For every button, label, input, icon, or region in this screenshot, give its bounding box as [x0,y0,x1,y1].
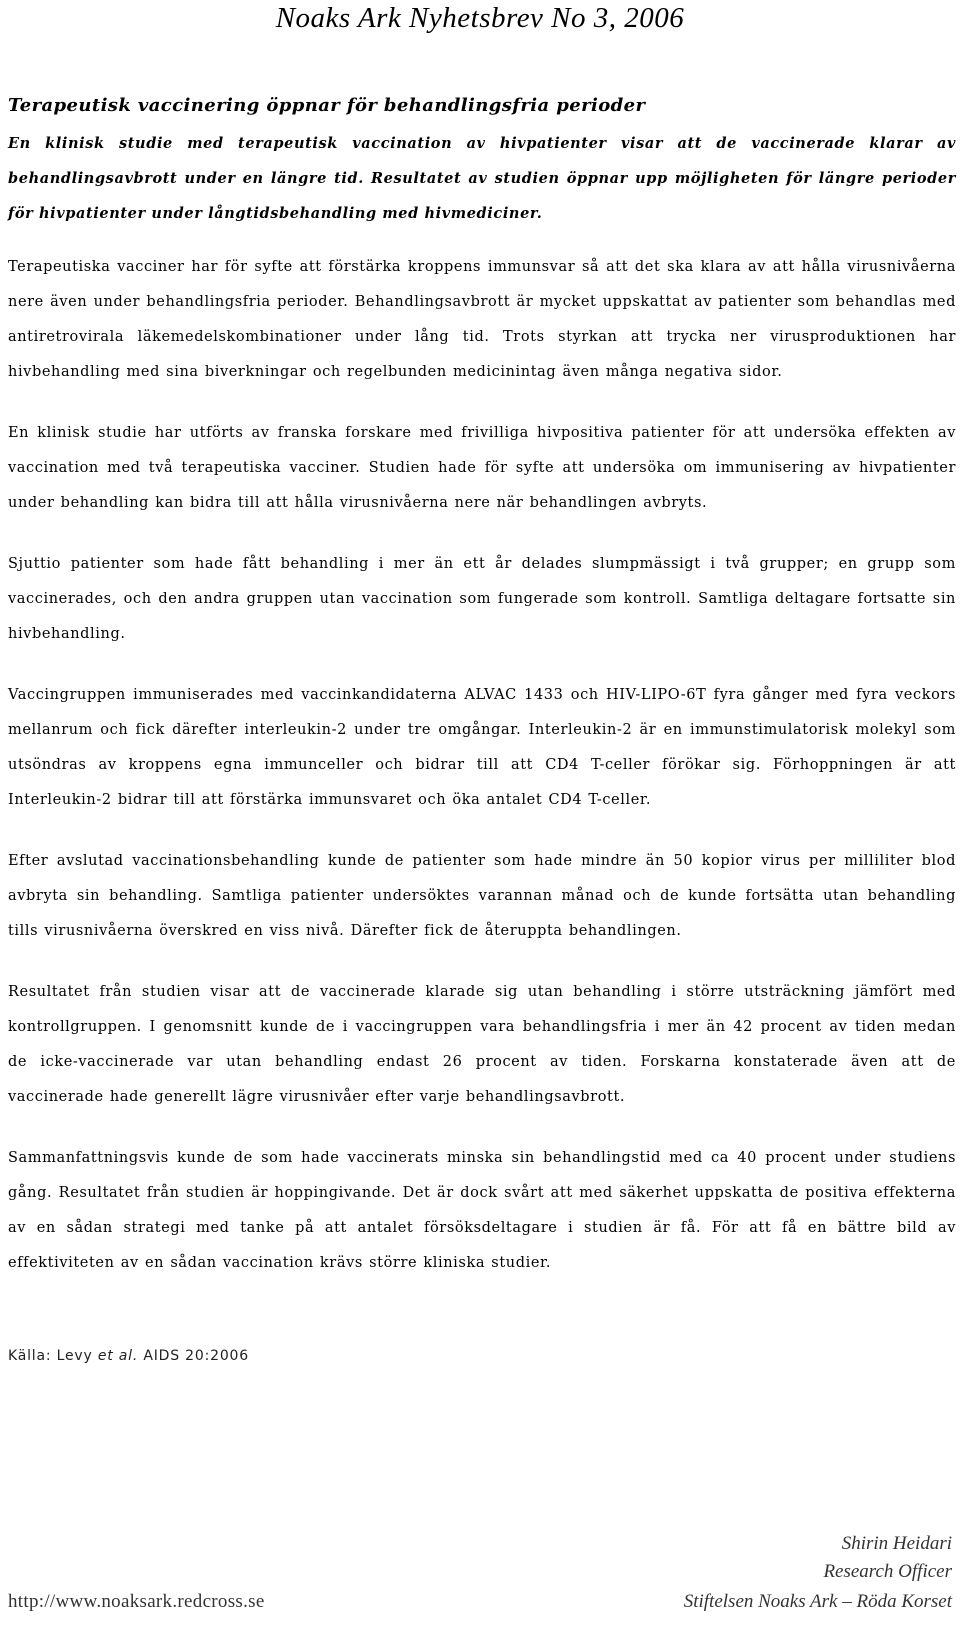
article-paragraph: Vaccingruppen immuniserades med vaccinkandidaterna ALVAC 1433 och HIV-LIPO-6T fyra gånger med fyra veckors mellanrum och fick därefter interleukin-2 under tre omgångar. Interleukin-2 är en immunstimulatorisk molekyl som utsöndras av kroppens egna immunceller och bidrar till att CD4 T-celler förökar sig. Förhoppningen är att Interleukin-2 bidrar till att förstärka immunsvaret och öka antalet CD4 T-celler. [8,687,956,808]
article-body [8,250,956,1307]
source-citation [8,1348,249,1364]
article-paragraph: Resultatet från studien visar att de vaccinerade klarade sig utan behandling i större utsträckning jämfört med kontrollgruppen. I genomsnitt kunde de i vaccingruppen vara behandlingsfria i mer än 42 procent av tiden medan de icke-vaccinerade var utan behandling endast 26 procent av tiden. Forskarna konstaterade även att de vaccinerade hade generellt lägre virusnivåer efter varje behandlingsavbrott. [8,984,956,1105]
source-suffix: AIDS 20:2006 [138,1348,249,1364]
article-paragraph: En klinisk studie har utförts av franska forskare med frivilliga hivpositiva patienter för att undersöka effekten av vaccination med två terapeutiska vacciner. Studien hade för syfte att undersöka om immunisering av hivpatienter under behandling kan bidra till att hålla virusnivåerna nere när behandlingen avbryts. [8,425,956,511]
author-role: Research Officer [823,1561,952,1582]
article-headline: Terapeutisk vaccinering öppnar för behandlingsfria perioder [8,95,646,116]
article-paragraph: Terapeutiska vacciner har för syfte att förstärka kroppens immunsvar så att det ska klara av att hålla virusnivåerna nere även under behandlingsfria perioder. Behandlingsavbrott är mycket uppskattat av patienter som behandlas med antiretrovirala läkemedelskombinationer under lång tid. Trots styrkan att trycka ner virusproduktionen har hivbehandling med sina biverkningar och regelbunden medicinintag även många negativa sidor. [8,259,956,380]
article-paragraph: Efter avslutad vaccinationsbehandling kunde de patienter som hade mindre än 50 kopior virus per milliliter blod avbryta sin behandling. Samtliga patienter undersöktes varannan månad och de kunde fortsätta utan behandling tills virusnivåerna överskred en viss nivå. Därefter fick de återuppta behandlingen. [8,853,956,939]
newsletter-title: Noaks Ark Nyhetsbrev No 3, 2006 [275,2,685,34]
article-paragraph: Sjuttio patienter som hade fått behandling i mer än ett år delades slumpmässigt i två grupper; en grupp som vaccinerades, och den andra gruppen utan vaccination som fungerade som kontroll. Samtliga deltagare fortsatte sin hivbehandling. [8,556,956,642]
source-prefix: Källa: Levy [8,1348,98,1364]
website-link[interactable]: http://www.noaksark.redcross.se [8,1591,265,1612]
source-etal: et al. [97,1348,139,1364]
author-name: Shirin Heidari [841,1533,952,1554]
article-paragraph: Sammanfattningsvis kunde de som hade vaccinerats minska sin behandlingstid med ca 40 procent under studiens gång. Resultatet från studien är hoppingivande. Det är dock svårt att med säkerhet uppskatta de positiva effekterna av en sådan strategi med tanke på att antalet försöksdeltagare i studien är få. För att få en bättre bild av effektiviteten av en sådan vaccination krävs större kliniska studier. [8,1150,956,1271]
author-organization: Stiftelsen Noaks Ark – Röda Korset [683,1591,952,1612]
article-lead: En klinisk studie med terapeutisk vaccination av hivpatienter visar att de vaccinerade klarar av behandlingsavbrott under en längre tid. Resultatet av studien öppnar upp möjligheten för längre perioder för hivpatienter under långtidsbehandling med hivmediciner. [8,135,956,222]
